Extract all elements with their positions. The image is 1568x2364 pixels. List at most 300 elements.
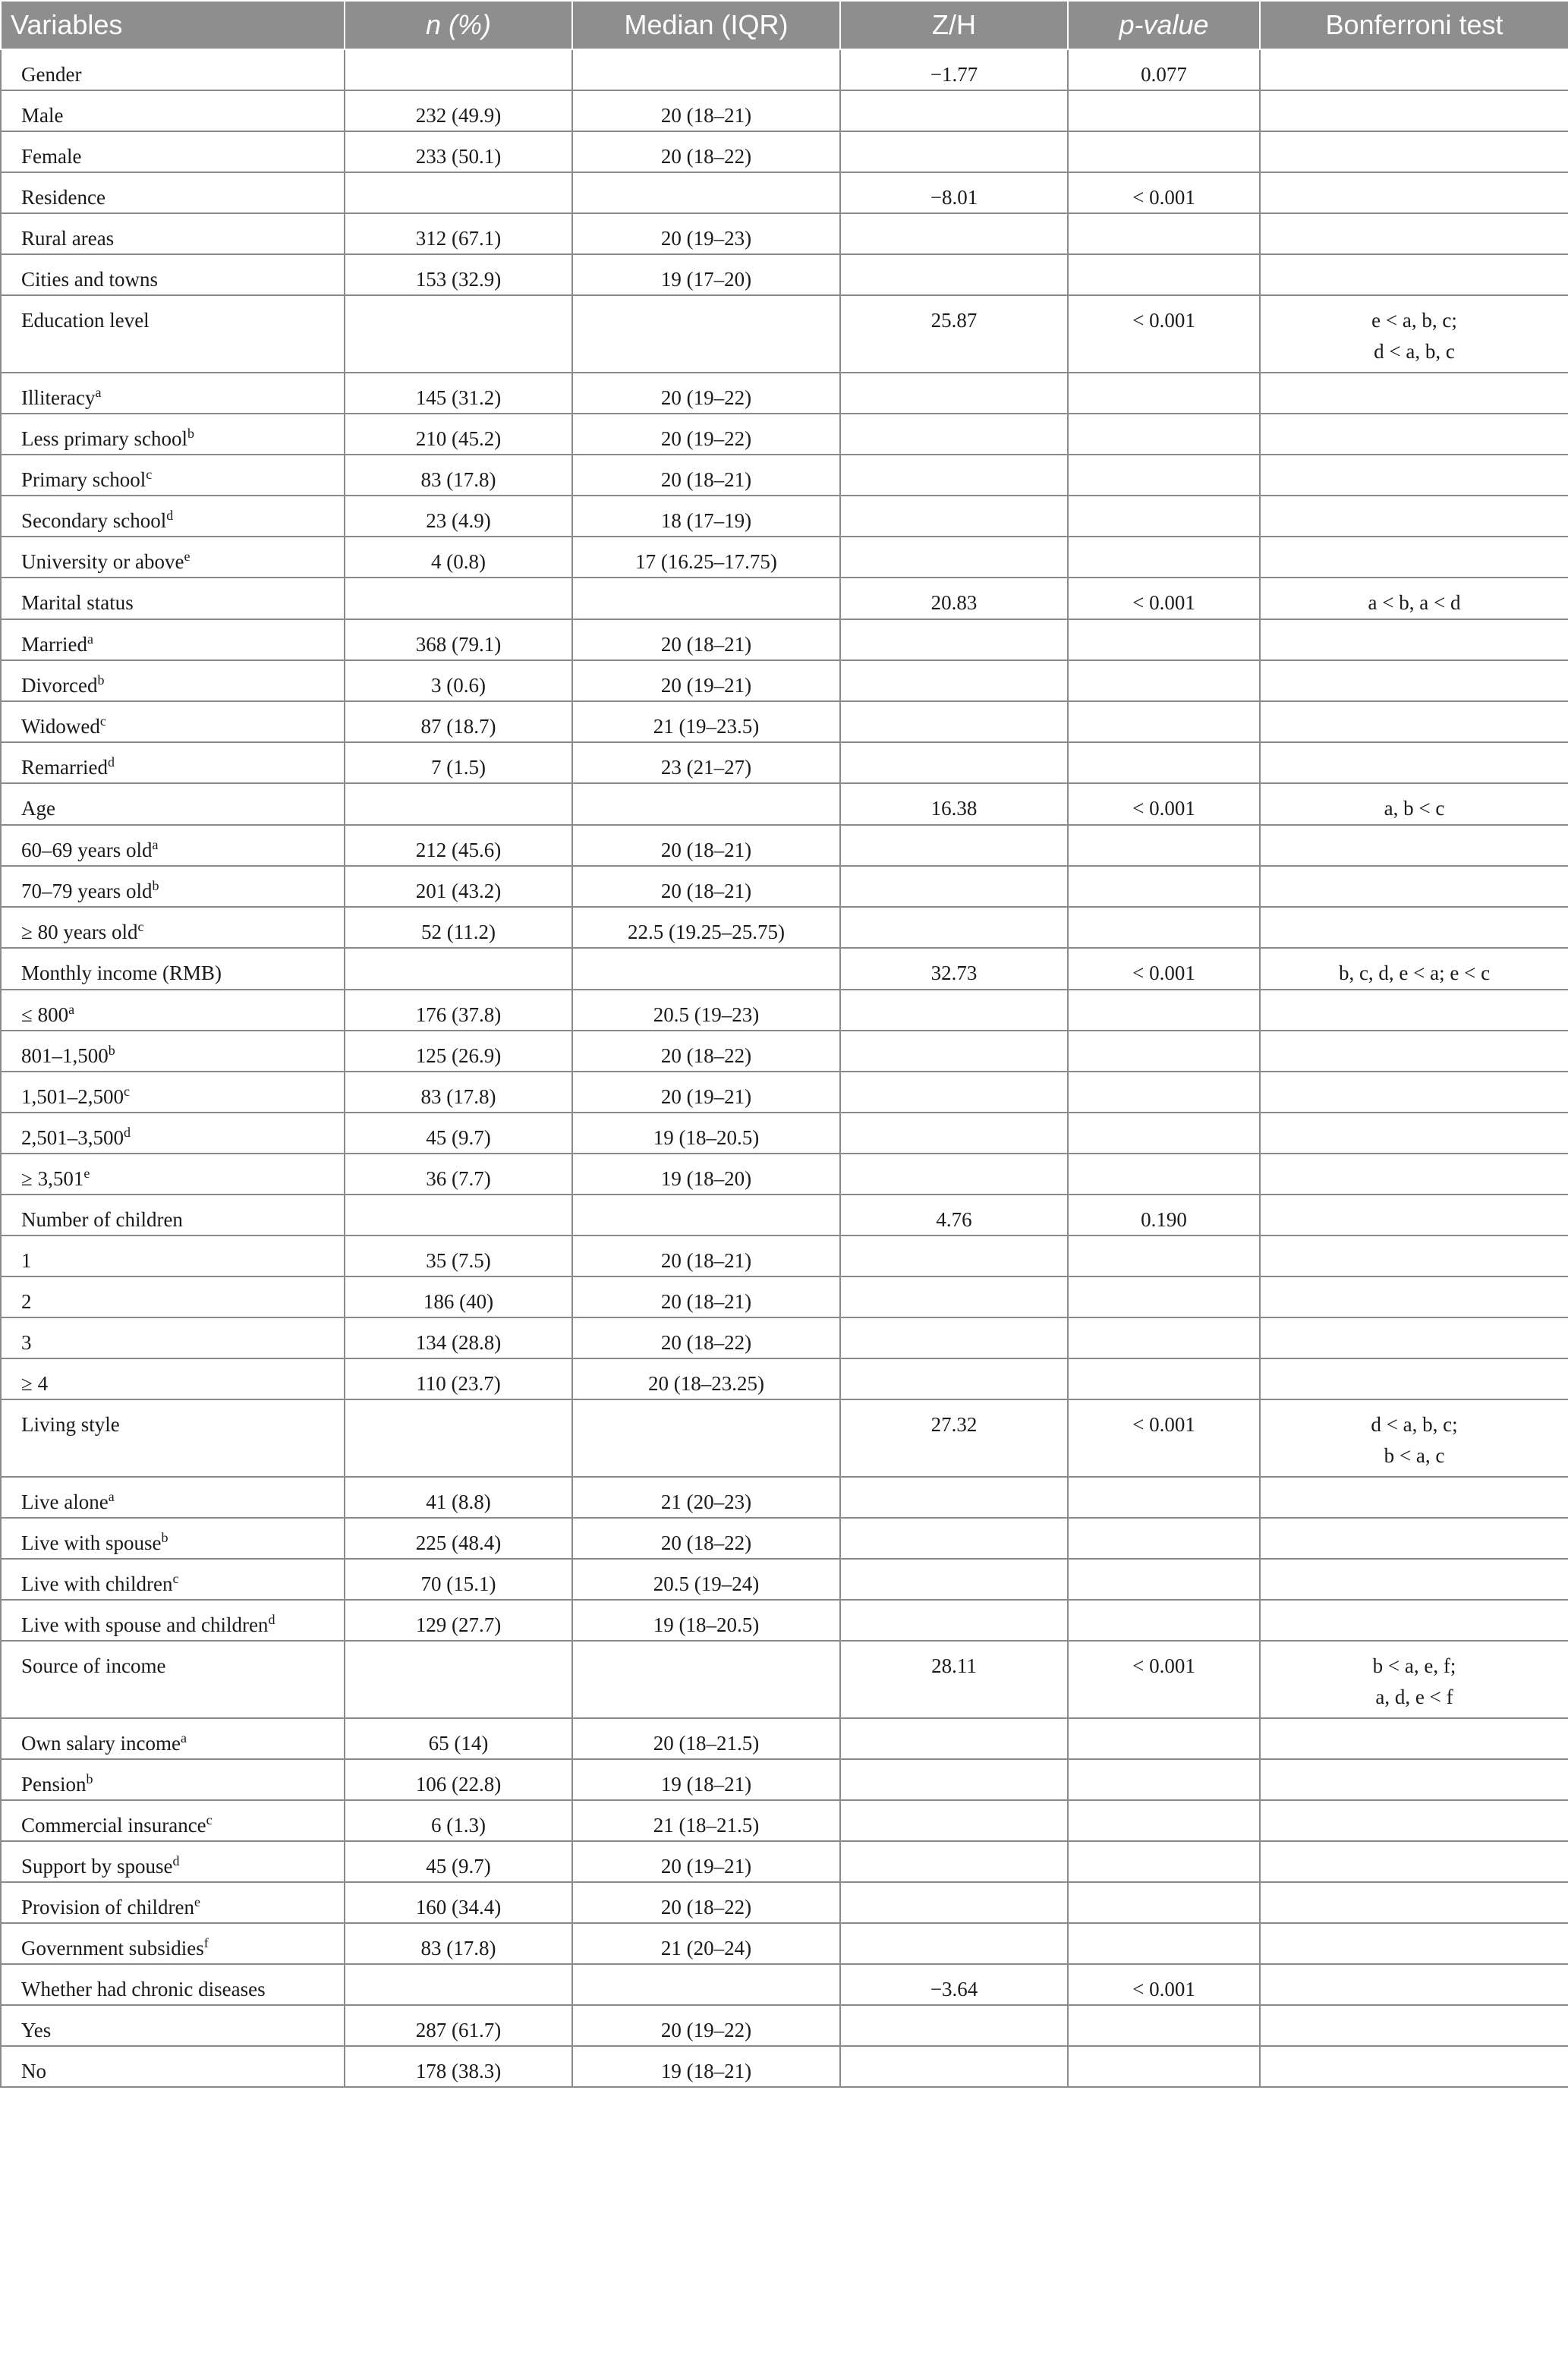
variable-label: Age — [21, 797, 55, 820]
median-iqr-cell: 20 (19–21) — [572, 660, 840, 701]
n-percent-cell: 3 (0.6) — [345, 660, 572, 701]
n-percent-cell: 225 (48.4) — [345, 1518, 572, 1559]
median-iqr-cell: 19 (18–20.5) — [572, 1113, 840, 1154]
median-iqr-cell — [572, 1399, 840, 1477]
n-percent-cell: 23 (4.9) — [345, 496, 572, 537]
median-iqr-cell: 20 (18–22) — [572, 1882, 840, 1923]
bonferroni-cell — [1260, 1236, 1568, 1276]
p-value-cell — [1068, 1923, 1260, 1964]
n-percent-cell: 153 (32.9) — [345, 254, 572, 295]
z-h-cell — [840, 1718, 1068, 1759]
variable-cell — [1, 172, 345, 213]
variable-label: Male — [21, 104, 64, 127]
n-percent-cell: 145 (31.2) — [345, 373, 572, 414]
variable-cell — [1, 90, 345, 131]
bonferroni-cell — [1260, 1518, 1568, 1559]
table-row — [1, 1882, 1568, 1923]
group-superscript: c — [146, 467, 153, 482]
n-percent-cell — [345, 295, 572, 373]
bonferroni-cell — [1260, 172, 1568, 213]
z-h-cell — [840, 1113, 1068, 1154]
n-percent-cell: 83 (17.8) — [345, 455, 572, 496]
bonferroni-cell — [1260, 1195, 1568, 1236]
z-h-cell: −8.01 — [840, 172, 1068, 213]
median-iqr-cell — [572, 1641, 840, 1718]
variable-label: Live alone — [21, 1490, 109, 1513]
bonferroni-cell: e < a, b, c; d < a, b, c — [1260, 295, 1568, 373]
table-row — [1, 701, 1568, 742]
p-value-cell — [1068, 1072, 1260, 1113]
z-h-cell — [840, 1031, 1068, 1072]
z-h-cell — [840, 1759, 1068, 1800]
median-iqr-cell: 20 (19–22) — [572, 414, 840, 455]
variable-label: Female — [21, 145, 82, 168]
z-h-cell: 16.38 — [840, 783, 1068, 825]
header-variables: Variables — [1, 1, 345, 49]
variable-cell — [1, 213, 345, 254]
group-superscript: c — [124, 1084, 130, 1099]
p-value-cell: < 0.001 — [1068, 1964, 1260, 2005]
variable-label: Own salary income — [21, 1732, 181, 1755]
variable-cell — [1, 1518, 345, 1559]
bonferroni-cell — [1260, 131, 1568, 172]
p-value-cell — [1068, 1236, 1260, 1276]
bonferroni-cell — [1260, 1358, 1568, 1399]
table-row — [1, 1031, 1568, 1072]
group-superscript: b — [108, 1043, 115, 1058]
p-value-cell — [1068, 1800, 1260, 1841]
group-superscript: e — [194, 1894, 200, 1909]
variable-label: Marital status — [21, 591, 134, 614]
variable-label: Yes — [21, 2019, 52, 2041]
median-iqr-cell: 21 (18–21.5) — [572, 1800, 840, 1841]
bonferroni-cell — [1260, 1477, 1568, 1518]
median-iqr-cell: 22.5 (19.25–25.75) — [572, 907, 840, 948]
bonferroni-cell — [1260, 1154, 1568, 1195]
n-percent-cell: 287 (61.7) — [345, 2005, 572, 2046]
table-row — [1, 1923, 1568, 1964]
p-value-cell — [1068, 1154, 1260, 1195]
group-superscript: c — [206, 1812, 213, 1827]
variable-cell — [1, 1923, 345, 1964]
variable-label: Government subsidies — [21, 1937, 204, 1960]
table-row — [1, 131, 1568, 172]
variable-label: 2 — [21, 1290, 32, 1313]
table-row — [1, 1113, 1568, 1154]
table-row — [1, 537, 1568, 578]
n-percent-cell: 41 (8.8) — [345, 1477, 572, 1518]
n-percent-cell: 134 (28.8) — [345, 1317, 572, 1358]
z-h-cell — [840, 866, 1068, 907]
header-row — [1, 1, 1568, 49]
z-h-cell — [840, 254, 1068, 295]
table-row — [1, 1518, 1568, 1559]
variable-label: ≥ 80 years old — [21, 921, 138, 943]
variable-label: No — [21, 2060, 46, 2082]
variable-cell — [1, 619, 345, 660]
variable-cell — [1, 1759, 345, 1800]
z-h-cell — [840, 1800, 1068, 1841]
median-iqr-cell: 19 (18–20.5) — [572, 1600, 840, 1641]
variable-cell — [1, 825, 345, 866]
p-value-cell — [1068, 990, 1260, 1031]
median-iqr-cell: 20 (18–21) — [572, 1236, 840, 1276]
p-value-cell — [1068, 1718, 1260, 1759]
table-row — [1, 1195, 1568, 1236]
table-row — [1, 948, 1568, 990]
z-h-cell: 27.32 — [840, 1399, 1068, 1477]
variable-label: Live with children — [21, 1572, 173, 1595]
table-row — [1, 172, 1568, 213]
p-value-cell — [1068, 496, 1260, 537]
p-value-cell — [1068, 1477, 1260, 1518]
variable-cell — [1, 2046, 345, 2087]
z-h-cell — [840, 990, 1068, 1031]
z-h-cell: 25.87 — [840, 295, 1068, 373]
variable-label: Rural areas — [21, 227, 115, 250]
z-h-cell — [840, 660, 1068, 701]
group-superscript: f — [203, 1935, 209, 1950]
variable-label: Live with spouse and children — [21, 1613, 269, 1636]
bonferroni-cell — [1260, 742, 1568, 783]
n-percent-cell: 210 (45.2) — [345, 414, 572, 455]
p-value-cell — [1068, 907, 1260, 948]
bonferroni-cell — [1260, 90, 1568, 131]
variable-label: Education level — [21, 309, 150, 332]
p-value-cell: < 0.001 — [1068, 295, 1260, 373]
z-h-cell — [840, 373, 1068, 414]
bonferroni-cell: a < b, a < d — [1260, 578, 1568, 619]
table-row — [1, 742, 1568, 783]
p-value-cell — [1068, 537, 1260, 578]
table-row — [1, 1276, 1568, 1317]
p-value-cell — [1068, 1841, 1260, 1882]
z-h-cell — [840, 496, 1068, 537]
bonferroni-cell — [1260, 1031, 1568, 1072]
bonferroni-cell — [1260, 254, 1568, 295]
variable-cell — [1, 49, 345, 90]
n-percent-cell: 83 (17.8) — [345, 1923, 572, 1964]
median-iqr-cell: 20 (18–22) — [572, 1317, 840, 1358]
group-superscript: a — [180, 1730, 187, 1745]
header-p-value — [1068, 1, 1260, 49]
table-row — [1, 373, 1568, 414]
variable-label: Gender — [21, 63, 82, 86]
z-h-cell — [840, 701, 1068, 742]
table-row — [1, 2005, 1568, 2046]
bonferroni-cell — [1260, 1600, 1568, 1641]
variable-cell — [1, 990, 345, 1031]
median-iqr-cell: 17 (16.25–17.75) — [572, 537, 840, 578]
bonferroni-cell — [1260, 49, 1568, 90]
variable-cell — [1, 1072, 345, 1113]
z-h-cell — [840, 825, 1068, 866]
bonferroni-cell — [1260, 990, 1568, 1031]
variable-label: Remarried — [21, 756, 108, 779]
z-h-cell — [840, 2046, 1068, 2087]
n-percent-cell: 312 (67.1) — [345, 213, 572, 254]
bonferroni-cell — [1260, 1841, 1568, 1882]
group-superscript: b — [187, 426, 194, 441]
variable-cell — [1, 1641, 345, 1718]
bonferroni-cell — [1260, 1923, 1568, 1964]
z-h-cell — [840, 619, 1068, 660]
variable-cell — [1, 1236, 345, 1276]
variable-label: 3 — [21, 1331, 32, 1354]
n-percent-cell — [345, 49, 572, 90]
table-row — [1, 1718, 1568, 1759]
z-h-cell — [840, 131, 1068, 172]
bonferroni-cell — [1260, 2046, 1568, 2087]
bonferroni-cell — [1260, 907, 1568, 948]
table-row — [1, 1154, 1568, 1195]
table-row — [1, 2046, 1568, 2087]
variable-cell — [1, 1882, 345, 1923]
median-iqr-cell: 20 (19–23) — [572, 213, 840, 254]
median-iqr-cell: 20 (18–22) — [572, 1031, 840, 1072]
p-value-cell — [1068, 2005, 1260, 2046]
p-value-cell — [1068, 701, 1260, 742]
z-h-cell — [840, 1559, 1068, 1600]
n-percent-cell: 106 (22.8) — [345, 1759, 572, 1800]
variable-label: Whether had chronic diseases — [21, 1978, 266, 2000]
z-h-cell — [840, 1518, 1068, 1559]
p-value-cell: < 0.001 — [1068, 948, 1260, 990]
variable-label: Primary school — [21, 468, 146, 491]
table-row — [1, 1759, 1568, 1800]
variable-label: 70–79 years old — [21, 880, 153, 902]
table-row — [1, 619, 1568, 660]
n-percent-cell — [345, 1964, 572, 2005]
table-row — [1, 414, 1568, 455]
bonferroni-cell — [1260, 1072, 1568, 1113]
median-iqr-cell: 19 (18–21) — [572, 1759, 840, 1800]
p-value-cell — [1068, 619, 1260, 660]
variable-label: 60–69 years old — [21, 839, 153, 861]
bonferroni-cell — [1260, 1276, 1568, 1317]
bonferroni-cell — [1260, 1800, 1568, 1841]
group-superscript: e — [184, 549, 190, 564]
z-h-cell — [840, 1276, 1068, 1317]
n-percent-cell: 368 (79.1) — [345, 619, 572, 660]
median-iqr-cell: 21 (20–24) — [572, 1923, 840, 1964]
table-row — [1, 496, 1568, 537]
z-h-cell: −1.77 — [840, 49, 1068, 90]
median-iqr-cell: 20 (19–22) — [572, 2005, 840, 2046]
n-percent-cell: 110 (23.7) — [345, 1358, 572, 1399]
n-percent-cell: 45 (9.7) — [345, 1113, 572, 1154]
bonferroni-cell — [1260, 1113, 1568, 1154]
variable-label: Support by spouse — [21, 1855, 173, 1878]
variable-cell — [1, 373, 345, 414]
bonferroni-cell — [1260, 1964, 1568, 2005]
z-h-cell — [840, 90, 1068, 131]
p-value-cell — [1068, 1031, 1260, 1072]
z-h-cell: 28.11 — [840, 1641, 1068, 1718]
z-h-cell: 32.73 — [840, 948, 1068, 990]
group-superscript: b — [152, 878, 159, 893]
variable-cell — [1, 131, 345, 172]
median-iqr-cell: 20 (19–22) — [572, 373, 840, 414]
variable-label: Number of children — [21, 1208, 183, 1231]
header-median-iqr: Median (IQR) — [572, 1, 840, 49]
variable-cell — [1, 866, 345, 907]
table-row — [1, 1236, 1568, 1276]
variable-cell — [1, 1477, 345, 1518]
n-percent-cell: 176 (37.8) — [345, 990, 572, 1031]
table-row — [1, 1559, 1568, 1600]
table-body — [1, 49, 1568, 2087]
variable-label: 1,501–2,500 — [21, 1085, 124, 1108]
header-z-h: Z/H — [840, 1, 1068, 49]
bonferroni-cell — [1260, 660, 1568, 701]
variable-cell — [1, 455, 345, 496]
table-row — [1, 213, 1568, 254]
median-iqr-cell: 21 (20–23) — [572, 1477, 840, 1518]
median-iqr-cell: 20 (18–21) — [572, 90, 840, 131]
variable-label: ≤ 800 — [21, 1003, 69, 1026]
group-superscript: a — [95, 385, 102, 400]
table-row — [1, 1317, 1568, 1358]
group-superscript: b — [97, 672, 105, 688]
table-row — [1, 1358, 1568, 1399]
median-iqr-cell: 20 (18–21) — [572, 1276, 840, 1317]
variable-cell — [1, 1031, 345, 1072]
variable-cell — [1, 948, 345, 990]
bonferroni-cell — [1260, 455, 1568, 496]
variable-cell — [1, 783, 345, 825]
z-h-cell — [840, 455, 1068, 496]
bonferroni-cell — [1260, 866, 1568, 907]
p-value-cell — [1068, 131, 1260, 172]
bonferroni-cell — [1260, 1317, 1568, 1358]
table-row — [1, 907, 1568, 948]
variable-label: Residence — [21, 186, 105, 209]
group-superscript: a — [152, 837, 159, 852]
bonferroni-cell — [1260, 496, 1568, 537]
header-bonferroni-test: Bonferroni test — [1260, 1, 1568, 49]
table-row — [1, 455, 1568, 496]
n-percent-cell: 212 (45.6) — [345, 825, 572, 866]
n-percent-cell: 201 (43.2) — [345, 866, 572, 907]
n-percent-cell: 160 (34.4) — [345, 1882, 572, 1923]
group-superscript: a — [68, 1002, 75, 1017]
z-h-cell — [840, 1317, 1068, 1358]
n-percent-cell: 45 (9.7) — [345, 1841, 572, 1882]
p-value-cell — [1068, 373, 1260, 414]
z-h-cell — [840, 414, 1068, 455]
table-header — [1, 1, 1568, 49]
bonferroni-cell: b < a, e, f; a, d, e < f — [1260, 1641, 1568, 1718]
z-h-cell — [840, 537, 1068, 578]
median-iqr-cell: 20 (18–21) — [572, 866, 840, 907]
median-iqr-cell — [572, 295, 840, 373]
bonferroni-cell: b, c, d, e < a; e < c — [1260, 948, 1568, 990]
table-row — [1, 1399, 1568, 1477]
z-h-cell — [840, 1841, 1068, 1882]
bonferroni-cell — [1260, 701, 1568, 742]
variable-label: Commercial insurance — [21, 1814, 206, 1837]
p-value-cell — [1068, 414, 1260, 455]
table-row — [1, 254, 1568, 295]
median-iqr-cell: 18 (17–19) — [572, 496, 840, 537]
n-percent-cell: 4 (0.8) — [345, 537, 572, 578]
z-h-cell — [840, 1923, 1068, 1964]
p-value-cell — [1068, 254, 1260, 295]
median-iqr-cell: 20 (18–22) — [572, 1518, 840, 1559]
bonferroni-cell — [1260, 619, 1568, 660]
variable-cell — [1, 660, 345, 701]
variable-cell — [1, 1800, 345, 1841]
median-iqr-cell: 20 (18–21) — [572, 825, 840, 866]
median-iqr-cell — [572, 1195, 840, 1236]
median-iqr-cell: 23 (21–27) — [572, 742, 840, 783]
n-percent-cell — [345, 1641, 572, 1718]
table-row — [1, 578, 1568, 619]
z-h-cell — [840, 1358, 1068, 1399]
variable-label: 801–1,500 — [21, 1044, 109, 1067]
variable-cell — [1, 1841, 345, 1882]
p-value-cell — [1068, 1600, 1260, 1641]
median-iqr-cell: 20.5 (19–24) — [572, 1559, 840, 1600]
p-value-cell — [1068, 825, 1260, 866]
group-superscript: b — [161, 1530, 168, 1545]
z-h-cell — [840, 1477, 1068, 1518]
median-iqr-cell: 20 (18–23.25) — [572, 1358, 840, 1399]
p-value-cell — [1068, 1559, 1260, 1600]
n-percent-cell: 7 (1.5) — [345, 742, 572, 783]
p-value-cell — [1068, 1358, 1260, 1399]
bonferroni-cell — [1260, 537, 1568, 578]
variable-cell — [1, 1964, 345, 2005]
z-h-cell — [840, 1154, 1068, 1195]
variable-label: 1 — [21, 1249, 32, 1272]
median-iqr-cell: 21 (19–23.5) — [572, 701, 840, 742]
group-superscript: d — [124, 1125, 131, 1140]
header-n-percent — [345, 1, 572, 49]
median-iqr-cell: 19 (18–21) — [572, 2046, 840, 2087]
z-h-cell: 20.83 — [840, 578, 1068, 619]
z-h-cell: −3.64 — [840, 1964, 1068, 2005]
p-value-cell — [1068, 213, 1260, 254]
variable-label: ≥ 4 — [21, 1372, 49, 1395]
variable-cell — [1, 1399, 345, 1477]
n-percent-cell: 83 (17.8) — [345, 1072, 572, 1113]
n-percent-cell — [345, 172, 572, 213]
median-iqr-cell — [572, 172, 840, 213]
variable-cell — [1, 1718, 345, 1759]
p-value-cell: < 0.001 — [1068, 1399, 1260, 1477]
bonferroni-cell — [1260, 825, 1568, 866]
p-value-cell — [1068, 1276, 1260, 1317]
variable-label: Provision of children — [21, 1896, 194, 1919]
p-value-cell: < 0.001 — [1068, 578, 1260, 619]
variable-label: Monthly income (RMB) — [21, 962, 222, 984]
n-percent-cell: 178 (38.3) — [345, 2046, 572, 2087]
p-value-cell — [1068, 660, 1260, 701]
bonferroni-cell — [1260, 373, 1568, 414]
variable-cell — [1, 1276, 345, 1317]
p-value-cell — [1068, 1317, 1260, 1358]
p-value-cell: < 0.001 — [1068, 1641, 1260, 1718]
n-percent-cell: 186 (40) — [345, 1276, 572, 1317]
n-percent-cell: 35 (7.5) — [345, 1236, 572, 1276]
median-iqr-cell — [572, 578, 840, 619]
median-iqr-cell: 20 (18–22) — [572, 131, 840, 172]
group-superscript: a — [108, 1489, 115, 1504]
group-superscript: d — [107, 754, 115, 770]
median-iqr-cell — [572, 1964, 840, 2005]
